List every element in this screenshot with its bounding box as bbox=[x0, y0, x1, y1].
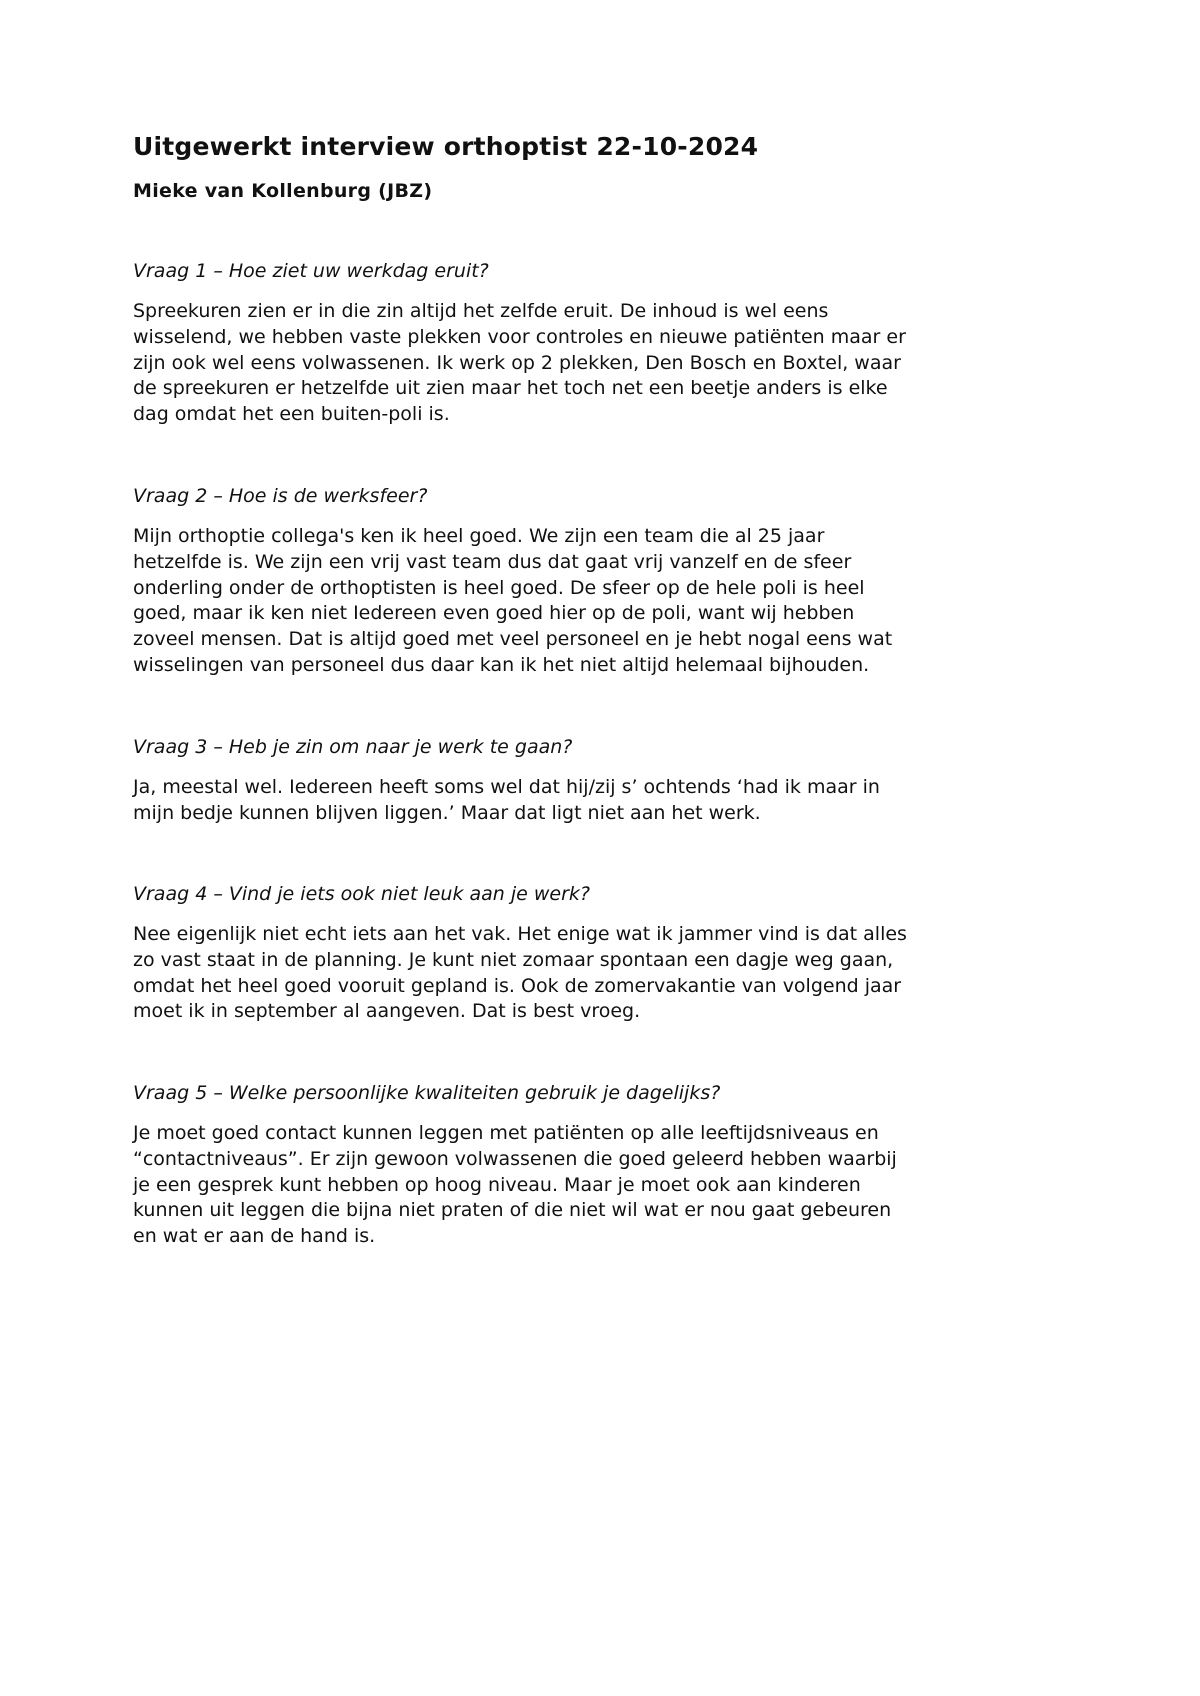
answer-line: kunnen uit leggen die bijna niet praten of die niet wil wat er nou gaat gebeuren bbox=[133, 1199, 892, 1222]
interview-question-1 bbox=[133, 258, 1093, 428]
interview-question-2 bbox=[133, 483, 1093, 679]
answer-line: “contactniveaus”. Er zijn gewoon volwassenen die goed geleerd hebben waarbij bbox=[133, 1147, 897, 1170]
answer-line: goed, maar ik ken niet Iedereen even goed hier op de poli, want wij hebben bbox=[133, 602, 855, 625]
answer-line: zoveel mensen. Dat is altijd goed met veel personeel en je hebt nogal eens wat bbox=[133, 628, 893, 651]
answer-line: wisselend, we hebben vaste plekken voor controles en nieuwe patiënten maar er bbox=[133, 325, 906, 348]
answer-paragraph bbox=[133, 299, 1093, 428]
answer-line: hetzelfde is. We zijn een vrij vast team dus dat gaat vrij vanzelf en de sfeer bbox=[133, 550, 852, 573]
interview-question-3 bbox=[133, 734, 1093, 827]
question-heading: Vraag 4 – Vind je iets ook niet leuk aan je werk? bbox=[133, 883, 590, 905]
answer-line: Ja, meestal wel. Iedereen heeft soms wel dat hij/zij s’ ochtends ‘had ik maar in bbox=[133, 776, 880, 798]
answer-line: Mijn orthoptie collega's ken ik heel goed. We zijn een team die al 25 jaar bbox=[133, 525, 825, 547]
interview-question-5 bbox=[133, 1080, 1093, 1250]
answer-line: mijn bedje kunnen blijven liggen.’ Maar dat ligt niet aan het werk. bbox=[133, 801, 761, 824]
answer-paragraph bbox=[133, 524, 1093, 679]
question-heading: Vraag 3 – Heb je zin om naar je werk te gaan? bbox=[133, 736, 573, 758]
answer-line: omdat het heel goed vooruit gepland is. Ook de zomervakantie van volgend jaar bbox=[133, 974, 902, 997]
answer-line: Nee eigenlijk niet echt iets aan het vak. Het enige wat ik jammer vind is dat alles bbox=[133, 923, 907, 945]
answer-line: dag omdat het een buiten-poli is. bbox=[133, 403, 450, 426]
answer-line: de spreekuren er hetzelfde uit zien maar het toch net een beetje anders is elke bbox=[133, 377, 888, 400]
answer-line: Je moet goed contact kunnen leggen met patiënten op alle leeftijdsniveaus en bbox=[133, 1122, 879, 1144]
answer-line: zo vast staat in de planning. Je kunt niet zomaar spontaan een dagje weg gaan, bbox=[133, 948, 894, 971]
question-heading: Vraag 2 – Hoe is de werksfeer? bbox=[133, 485, 428, 507]
answer-line: zijn ook wel eens volwassenen. Ik werk op 2 plekken, Den Bosch en Boxtel, waar bbox=[133, 351, 901, 374]
answer-line: wisselingen van personeel dus daar kan ik het niet altijd helemaal bijhouden. bbox=[133, 653, 870, 676]
question-heading: Vraag 5 – Welke persoonlijke kwaliteiten gebruik je dagelijks? bbox=[133, 1082, 721, 1104]
answer-paragraph bbox=[133, 1121, 1093, 1250]
answer-line: en wat er aan de hand is. bbox=[133, 1225, 376, 1248]
document-title: Uitgewerkt interview orthoptist 22-10-2024 bbox=[133, 132, 759, 161]
answer-paragraph bbox=[133, 922, 1093, 1025]
answer-line: onderling onder de orthoptisten is heel goed. De sfeer op de hele poli is heel bbox=[133, 576, 865, 599]
answer-line: moet ik in september al aangeven. Dat is best vroeg. bbox=[133, 1000, 641, 1023]
question-heading: Vraag 1 – Hoe ziet uw werkdag eruit? bbox=[133, 260, 489, 282]
interview-question-4 bbox=[133, 881, 1093, 1025]
answer-line: Spreekuren zien er in die zin altijd het zelfde eruit. De inhoud is wel eens bbox=[133, 300, 829, 322]
answer-paragraph bbox=[133, 775, 1093, 827]
answer-line: je een gesprek kunt hebben op hoog niveau. Maar je moet ook aan kinderen bbox=[133, 1173, 861, 1196]
document-subtitle: Mieke van Kollenburg (JBZ) bbox=[133, 180, 433, 202]
